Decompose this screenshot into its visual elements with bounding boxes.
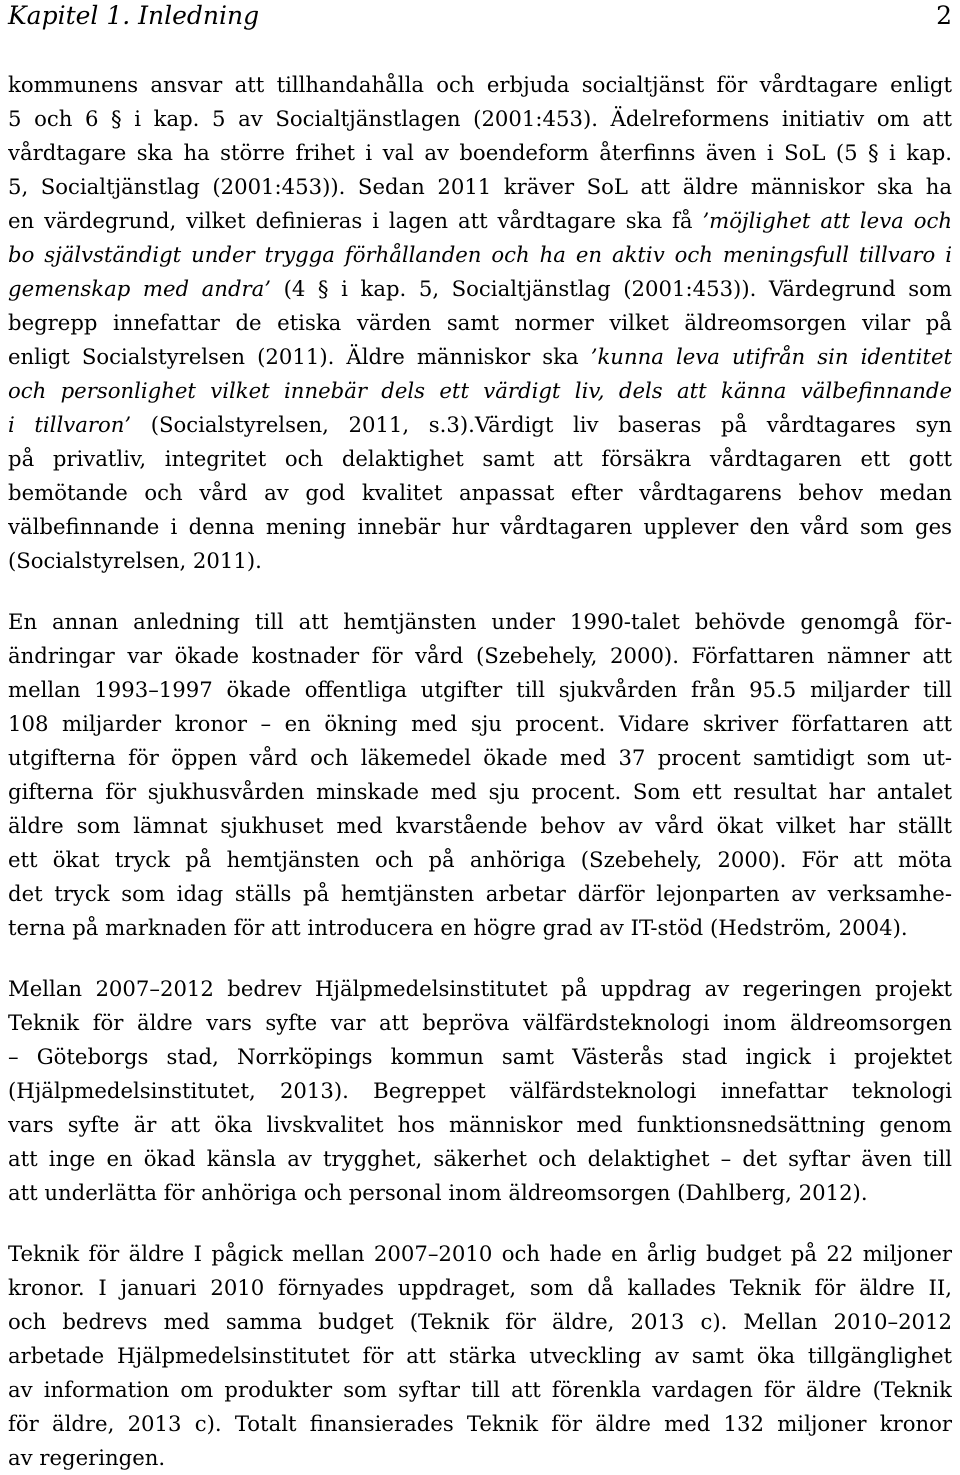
text-line [8,673,952,707]
text-line [8,1237,952,1271]
text-run: arbetade Hjälpmedelsinstitutet för att stärka utveckling av samt öka tillgänglighet [8,1343,952,1368]
text-run: 5 och 6 § i kap. 5 av Socialtjänstlagen (2001:453). Ädelreformens initiativ om att [8,106,952,131]
text-line [8,639,952,673]
text-run: terna på marknaden för att introducera en högre grad av IT-stöd (Hedström, 2004). [8,915,908,940]
text-run: kronor. I januari 2010 förnyades uppdraget, som då kallades Teknik för äldre II, [8,1275,952,1300]
text-line [8,340,952,374]
text-line [8,1074,952,1108]
text-run: bemötande och vård av god kvalitet anpassat efter vårdtagarens behov medan [8,480,952,505]
text-line [8,1271,952,1305]
text-line [8,1407,952,1441]
text-line [8,476,952,510]
text-line [8,1305,952,1339]
text-run: Teknik för äldre I pågick mellan 2007–2010 och hade en årlig budget på 22 miljoner [8,1241,952,1266]
text-line [8,442,952,476]
text-line [8,136,952,170]
text-run: kommunens ansvar att tillhandahålla och erbjuda socialtjänst för vårdtagare enligt [8,72,952,97]
text-line [8,1176,952,1210]
paragraph-gap [8,1210,952,1237]
text-run: (Socialstyrelsen, 2011, s.3).Värdigt liv baseras på vårdtagares syn [131,412,952,437]
text-run: enligt Socialstyrelsen (2011). Äldre människor ska [8,344,591,369]
text-line [8,1339,952,1373]
text-line [8,408,952,442]
text-line [8,544,952,578]
text-line [8,809,952,843]
text-run: (4 § i kap. 5, Socialtjänstlag (2001:453)). Värdegrund som [271,276,952,301]
text-run: och bedrevs med samma budget (Teknik för äldre, 2013 c). Mellan 2010–2012 [8,1309,952,1334]
text-line [8,707,952,741]
text-run: Teknik för äldre vars syfte var att bepröva välfärdsteknologi inom äldreomsorgen [8,1010,952,1035]
text-line [8,238,952,272]
text-run: Mellan 2007–2012 bedrev Hjälpmedelsinstitutet på uppdrag av regeringen projekt [8,976,952,1001]
paragraph [8,1237,952,1475]
italic-quote: bo självständigt under trygga förhållanden och ha en aktiv och meningsfull tillvaro i [8,242,952,267]
text-line [8,741,952,775]
text-line [8,306,952,340]
italic-quote: gemenskap med andra’ [8,276,271,301]
text-line [8,374,952,408]
paragraph-gap [8,945,952,972]
text-run: på privatliv, integritet och delaktighet samt att försäkra vårdtagaren ett gott [8,446,952,471]
text-line [8,1142,952,1176]
text-line [8,911,952,945]
text-run: utgifterna för öppen vård och läkemedel ökade med 37 procent samtidigt som ut- [8,745,952,770]
text-run: – Göteborgs stad, Norrköpings kommun samt Västerås stad ingick i projektet [8,1044,952,1069]
text-run: att underlätta för anhöriga och personal inom äldreomsorgen (Dahlberg, 2012). [8,1180,868,1205]
paragraph [8,972,952,1210]
text-run: vars syfte är att öka livskvalitet hos människor med funktionsnedsättning genom [8,1112,952,1137]
paragraph-gap [8,578,952,605]
text-line [8,102,952,136]
text-line [8,843,952,877]
text-line [8,972,952,1006]
text-run: 108 miljarder kronor – en ökning med sju procent. Vidare skriver författaren att [8,711,952,736]
italic-quote: ’kunna leva utifrån sin identitet [590,344,952,369]
text-line [8,1441,952,1475]
italic-quote: i tillvaron’ [8,412,132,437]
body-text [8,68,952,1475]
text-run: En annan anledning till att hemtjänsten under 1990-talet behövde genomgå för- [8,609,952,634]
text-line [8,1040,952,1074]
text-line [8,1006,952,1040]
text-run: för äldre, 2013 c). Totalt finansierades Teknik för äldre med 132 miljoner kronor [8,1411,952,1436]
running-header [8,0,952,32]
text-run: 5, Socialtjänstlag (2001:453)). Sedan 2011 kräver SoL att äldre människor ska ha [8,174,952,199]
text-line [8,170,952,204]
text-run: gifterna för sjukhusvården minskade med sju procent. Som ett resultat har antalet [8,779,952,804]
text-line [8,775,952,809]
text-run: begrepp innefattar de etiska värden samt normer vilket äldreomsorgen vilar på [8,310,952,335]
text-run: mellan 1993–1997 ökade offentliga utgifter till sjukvården från 95.5 miljarder till [8,677,952,702]
paragraph [8,605,952,945]
text-run: att inge en ökad känsla av trygghet, säkerhet och delaktighet – det syftar även till [8,1146,952,1171]
text-line [8,510,952,544]
text-run: ändringar var ökade kostnader för vård (Szebehely, 2000). Författaren nämner att [8,643,952,668]
text-line [8,1108,952,1142]
text-line [8,877,952,911]
text-run: välbefinnande i denna mening innebär hur vårdtagaren upplever den vård som ges [8,514,952,539]
text-run: vårdtagare ska ha större frihet i val av boendeform återfinns även i SoL (5 § i kap. [8,140,952,165]
text-line [8,272,952,306]
paragraph [8,68,952,578]
text-line [8,1373,952,1407]
italic-quote: ’möjlighet att leva och [702,208,952,233]
chapter-title: Kapitel 1. Inledning [8,1,260,30]
text-run: äldre som lämnat sjukhuset med kvarstående behov av vård ökat vilket har ställt [8,813,952,838]
text-line [8,204,952,238]
text-run: (Socialstyrelsen, 2011). [8,548,262,573]
text-line [8,68,952,102]
text-line [8,605,952,639]
text-run: (Hjälpmedelsinstitutet, 2013). Begreppet välfärdsteknologi innefattar teknologi [8,1078,952,1103]
text-run: av regeringen. [8,1445,166,1470]
text-run: av information om produkter som syftar till att förenkla vardagen för äldre (Teknik [8,1377,952,1402]
text-run: en värdegrund, vilket definieras i lagen att vårdtagare ska få [8,208,703,233]
page-number: 2 [936,1,952,30]
text-run: ett ökat tryck på hemtjänsten och på anhöriga (Szebehely, 2000). För att möta [8,847,952,872]
text-run: det tryck som idag ställs på hemtjänsten arbetar därför lejonparten av verksamhe- [8,881,952,906]
italic-quote: och personlighet vilket innebär dels ett värdigt liv, dels att känna välbefinnande [8,378,952,403]
